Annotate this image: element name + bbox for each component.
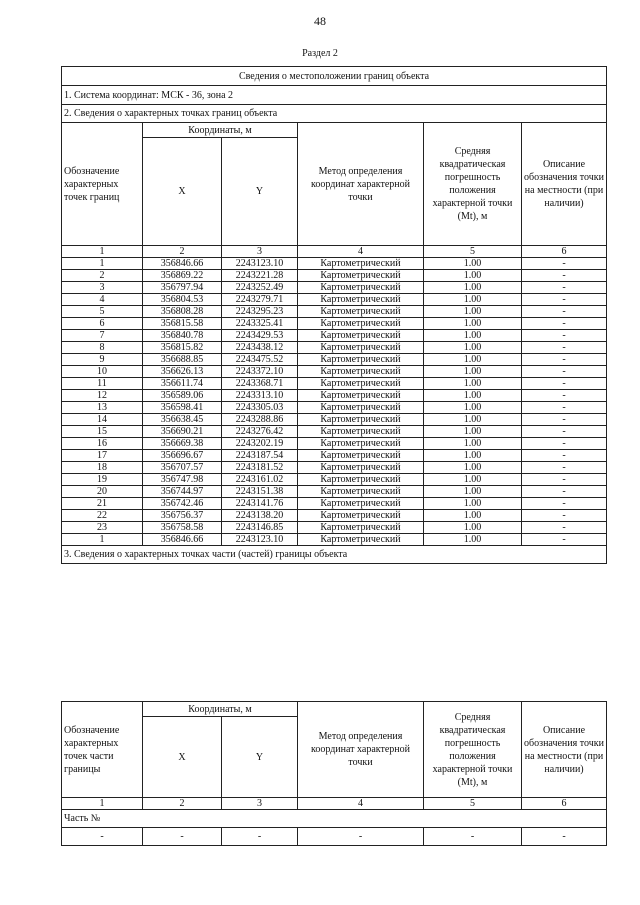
cell-d: -	[522, 354, 607, 366]
cell-e: 1.00	[424, 510, 522, 522]
cell-x: 356744.97	[143, 486, 222, 498]
cell-y: 2243161.02	[222, 474, 298, 486]
cell-x: 356846.66	[143, 534, 222, 546]
table-row	[62, 534, 607, 546]
cell-n: 17	[62, 450, 143, 462]
cell-d: -	[522, 330, 607, 342]
cell-n: 5	[62, 306, 143, 318]
table-row	[62, 342, 607, 354]
cell-d: -	[522, 390, 607, 402]
cell-m: Картометрический	[298, 510, 424, 522]
cell-n: 1	[62, 258, 143, 270]
cell-y: 2243295.23	[222, 306, 298, 318]
cell-e: 1.00	[424, 270, 522, 282]
cell-d: -	[522, 402, 607, 414]
cell-e: 1.00	[424, 318, 522, 330]
cell-x: 356846.66	[143, 258, 222, 270]
empty-part-row	[62, 828, 607, 846]
cell-n: 7	[62, 330, 143, 342]
cell-m: Картометрический	[298, 426, 424, 438]
cell-m: Картометрический	[298, 318, 424, 330]
cell-y: 2243313.10	[222, 390, 298, 402]
parts-column-numbers-row	[62, 798, 607, 810]
cell-d: -	[522, 510, 607, 522]
cell-y: 2243429.53	[222, 330, 298, 342]
column-number: 2	[143, 246, 222, 258]
cell-n: 21	[62, 498, 143, 510]
cell-e: 1.00	[424, 414, 522, 426]
cell-y: 2243305.03	[222, 402, 298, 414]
cell-e: 1.00	[424, 402, 522, 414]
cell-d: -	[522, 486, 607, 498]
cell-e: 1.00	[424, 534, 522, 546]
cell-e: 1.00	[424, 258, 522, 270]
cell-n: 6	[62, 318, 143, 330]
cell-x: 356589.06	[143, 390, 222, 402]
cell-y: 2243475.52	[222, 354, 298, 366]
cell-y: 2243123.10	[222, 534, 298, 546]
cell-y: 2243202.19	[222, 438, 298, 450]
cell-x: 356808.28	[143, 306, 222, 318]
parts-header-point: Обозначение характерных точек части границы	[62, 702, 143, 798]
header-error: Средняя квадратическая погрешность положения характерной точки (Mt), м	[424, 123, 522, 246]
points-title: 2. Сведения о характерных точках границ объекта	[62, 105, 607, 123]
table-row	[62, 450, 607, 462]
cell-y: 2243221.28	[222, 270, 298, 282]
cell-x: 356598.41	[143, 402, 222, 414]
empty-cell: -	[143, 828, 222, 846]
section-title: Раздел 2	[302, 48, 338, 59]
table-row	[62, 270, 607, 282]
cell-d: -	[522, 462, 607, 474]
table-row	[62, 486, 607, 498]
cell-n: 22	[62, 510, 143, 522]
cell-e: 1.00	[424, 474, 522, 486]
cell-d: -	[522, 318, 607, 330]
cell-x: 356815.82	[143, 342, 222, 354]
cell-m: Картометрический	[298, 330, 424, 342]
empty-cell: -	[298, 828, 424, 846]
part-label: Часть №	[62, 810, 607, 828]
column-number: 6	[522, 246, 607, 258]
parts-header-x: X	[143, 717, 222, 798]
cell-m: Картометрический	[298, 486, 424, 498]
cell-n: 14	[62, 414, 143, 426]
empty-cell: -	[424, 828, 522, 846]
cell-m: Картометрический	[298, 342, 424, 354]
cell-y: 2243438.12	[222, 342, 298, 354]
cell-n: 11	[62, 378, 143, 390]
table-row	[62, 438, 607, 450]
cell-y: 2243252.49	[222, 282, 298, 294]
cell-e: 1.00	[424, 342, 522, 354]
table-row	[62, 498, 607, 510]
cell-x: 356626.13	[143, 366, 222, 378]
cell-e: 1.00	[424, 390, 522, 402]
cell-e: 1.00	[424, 306, 522, 318]
header-coords: Координаты, м	[143, 123, 298, 138]
cell-e: 1.00	[424, 378, 522, 390]
boundaries-table	[61, 66, 607, 564]
cell-d: -	[522, 522, 607, 534]
table-row	[62, 258, 607, 270]
cell-m: Картометрический	[298, 438, 424, 450]
header-x: X	[143, 138, 222, 246]
cell-e: 1.00	[424, 354, 522, 366]
cell-m: Картометрический	[298, 450, 424, 462]
cell-e: 1.00	[424, 426, 522, 438]
cell-n: 18	[62, 462, 143, 474]
empty-cell: -	[62, 828, 143, 846]
column-number: 5	[424, 798, 522, 810]
cell-n: 9	[62, 354, 143, 366]
cell-m: Картометрический	[298, 258, 424, 270]
page-number: 48	[314, 14, 326, 28]
cell-x: 356797.94	[143, 282, 222, 294]
cell-n: 4	[62, 294, 143, 306]
cell-m: Картометрический	[298, 294, 424, 306]
cell-x: 356747.98	[143, 474, 222, 486]
cell-x: 356688.85	[143, 354, 222, 366]
table-row	[62, 510, 607, 522]
table-row	[62, 294, 607, 306]
table-row	[62, 462, 607, 474]
cell-y: 2243368.71	[222, 378, 298, 390]
cell-d: -	[522, 342, 607, 354]
cell-n: 19	[62, 474, 143, 486]
cell-m: Картометрический	[298, 534, 424, 546]
table-row	[62, 366, 607, 378]
cell-d: -	[522, 498, 607, 510]
column-number: 3	[222, 798, 298, 810]
table-row	[62, 306, 607, 318]
cell-e: 1.00	[424, 486, 522, 498]
cell-x: 356638.45	[143, 414, 222, 426]
cell-n: 3	[62, 282, 143, 294]
cell-d: -	[522, 258, 607, 270]
cell-x: 356707.57	[143, 462, 222, 474]
header-method: Метод определения координат характерной точки	[298, 123, 424, 246]
cell-m: Картометрический	[298, 462, 424, 474]
cell-n: 1	[62, 534, 143, 546]
coord-system: 1. Система координат: МСК - 36, зона 2	[62, 86, 607, 105]
cell-y: 2243325.41	[222, 318, 298, 330]
table-row	[62, 414, 607, 426]
cell-m: Картометрический	[298, 522, 424, 534]
cell-d: -	[522, 306, 607, 318]
parts-header-coords: Координаты, м	[143, 702, 298, 717]
cell-x: 356696.67	[143, 450, 222, 462]
cell-m: Картометрический	[298, 474, 424, 486]
cell-m: Картометрический	[298, 270, 424, 282]
cell-m: Картометрический	[298, 378, 424, 390]
cell-y: 2243123.10	[222, 258, 298, 270]
cell-e: 1.00	[424, 450, 522, 462]
cell-y: 2243187.54	[222, 450, 298, 462]
column-number: 2	[143, 798, 222, 810]
table-row	[62, 426, 607, 438]
cell-x: 356758.58	[143, 522, 222, 534]
cell-x: 356611.74	[143, 378, 222, 390]
cell-y: 2243372.10	[222, 366, 298, 378]
column-number: 6	[522, 798, 607, 810]
cell-x: 356869.22	[143, 270, 222, 282]
header-point: Обозначение характерных точек границ	[62, 123, 143, 246]
cell-d: -	[522, 474, 607, 486]
cell-d: -	[522, 450, 607, 462]
cell-x: 356690.21	[143, 426, 222, 438]
cell-d: -	[522, 282, 607, 294]
table-row	[62, 402, 607, 414]
cell-x: 356756.37	[143, 510, 222, 522]
cell-e: 1.00	[424, 366, 522, 378]
table-row	[62, 390, 607, 402]
cell-y: 2243279.71	[222, 294, 298, 306]
cell-m: Картометрический	[298, 354, 424, 366]
column-numbers-row	[62, 246, 607, 258]
cell-d: -	[522, 438, 607, 450]
cell-m: Картометрический	[298, 498, 424, 510]
cell-y: 2243141.76	[222, 498, 298, 510]
column-number: 5	[424, 246, 522, 258]
parts-header-y: Y	[222, 717, 298, 798]
header-desc: Описание обозначения точки на местности (при наличии)	[522, 123, 607, 246]
cell-x: 356804.53	[143, 294, 222, 306]
cell-x: 356840.78	[143, 330, 222, 342]
cell-m: Картометрический	[298, 366, 424, 378]
cell-d: -	[522, 534, 607, 546]
cell-n: 20	[62, 486, 143, 498]
cell-n: 8	[62, 342, 143, 354]
parts-header-desc: Описание обозначения точки на местности (при наличии)	[522, 702, 607, 798]
column-number: 4	[298, 798, 424, 810]
table-row	[62, 522, 607, 534]
column-number: 4	[298, 246, 424, 258]
cell-d: -	[522, 378, 607, 390]
cell-e: 1.00	[424, 522, 522, 534]
cell-e: 1.00	[424, 282, 522, 294]
empty-cell: -	[222, 828, 298, 846]
parts-table	[61, 701, 607, 846]
column-number: 1	[62, 246, 143, 258]
table-row	[62, 282, 607, 294]
cell-y: 2243288.86	[222, 414, 298, 426]
cell-n: 15	[62, 426, 143, 438]
column-number: 3	[222, 246, 298, 258]
cell-d: -	[522, 294, 607, 306]
cell-y: 2243181.52	[222, 462, 298, 474]
cell-d: -	[522, 426, 607, 438]
cell-d: -	[522, 414, 607, 426]
cell-e: 1.00	[424, 438, 522, 450]
cell-y: 2243151.38	[222, 486, 298, 498]
cell-m: Картометрический	[298, 402, 424, 414]
cell-x: 356742.46	[143, 498, 222, 510]
cell-d: -	[522, 270, 607, 282]
cell-n: 12	[62, 390, 143, 402]
cell-e: 1.00	[424, 294, 522, 306]
table-row	[62, 378, 607, 390]
column-number: 1	[62, 798, 143, 810]
cell-n: 10	[62, 366, 143, 378]
cell-d: -	[522, 366, 607, 378]
table-row	[62, 330, 607, 342]
table-row	[62, 354, 607, 366]
cell-e: 1.00	[424, 498, 522, 510]
cell-y: 2243138.20	[222, 510, 298, 522]
table-row	[62, 474, 607, 486]
cell-m: Картометрический	[298, 306, 424, 318]
parts-title: 3. Сведения о характерных точках части (частей) границы объекта	[62, 546, 607, 564]
cell-e: 1.00	[424, 462, 522, 474]
cell-n: 2	[62, 270, 143, 282]
cell-m: Картометрический	[298, 390, 424, 402]
parts-header-error: Средняя квадратическая погрешность положения характерной точки (Mt), м	[424, 702, 522, 798]
main-title: Сведения о местоположении границ объекта	[62, 67, 607, 86]
cell-y: 2243276.42	[222, 426, 298, 438]
empty-cell: -	[522, 828, 607, 846]
cell-n: 16	[62, 438, 143, 450]
cell-m: Картометрический	[298, 282, 424, 294]
cell-e: 1.00	[424, 330, 522, 342]
cell-m: Картометрический	[298, 414, 424, 426]
cell-n: 13	[62, 402, 143, 414]
cell-n: 23	[62, 522, 143, 534]
cell-x: 356669.38	[143, 438, 222, 450]
cell-x: 356815.58	[143, 318, 222, 330]
cell-y: 2243146.85	[222, 522, 298, 534]
table-row	[62, 318, 607, 330]
parts-header-method: Метод определения координат характерной точки	[298, 702, 424, 798]
header-y: Y	[222, 138, 298, 246]
